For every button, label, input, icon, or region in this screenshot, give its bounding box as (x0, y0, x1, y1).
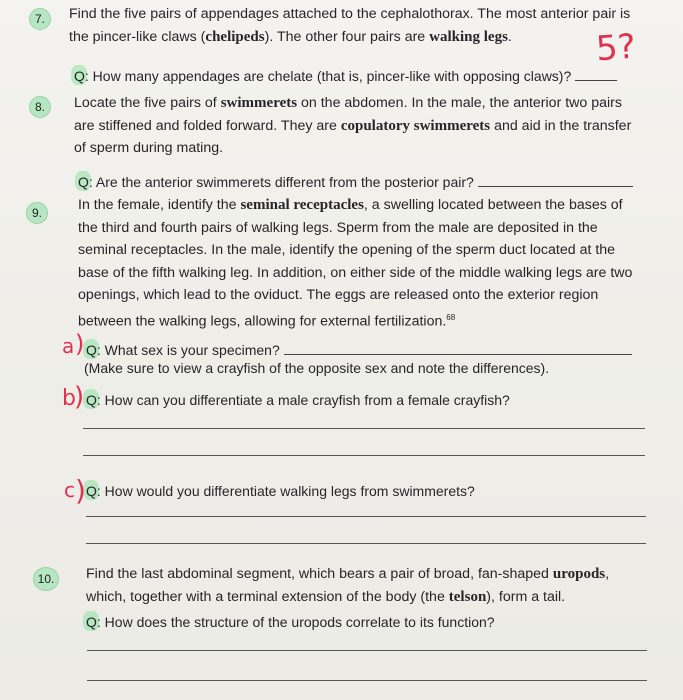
answer-line-9c-1[interactable] (86, 516, 646, 517)
handwritten-label-a: a (62, 334, 75, 358)
term: walking legs (429, 28, 508, 45)
term: telson (448, 588, 487, 605)
question-8 (78, 172, 633, 192)
text: ). The other four pairs are (264, 28, 430, 45)
answer-line-10-2[interactable] (87, 680, 647, 681)
text: , which, together with a terminal extension of the body (the (86, 566, 610, 605)
paragraph-7 (69, 3, 644, 48)
question-marker: Q: (86, 342, 101, 358)
text: Find the last abdominal segment, which bears a pair of broad, fan-shaped (86, 566, 553, 582)
paragraph-8 (74, 92, 646, 160)
question-text: How can you differentiate a male crayfish from a female crayfish? (104, 392, 510, 408)
question-9b (86, 390, 510, 410)
item-number-8 (29, 96, 51, 118)
number-text: 8. (34, 100, 45, 114)
question-marker: Q: (86, 392, 101, 408)
answer-line-9b-1[interactable] (83, 428, 645, 429)
text: Find the five pairs of appendages attached to the cephalothorax. The most anterior pair is the pincer-like claws ( (69, 6, 631, 45)
answer-line[interactable] (575, 79, 617, 81)
text: ), form a tail. (486, 588, 566, 605)
paragraph-9 (78, 194, 646, 333)
question-text: What sex is your specimen? (104, 342, 280, 358)
answer-line-9c-2[interactable] (86, 543, 646, 544)
handwritten-label-b: b (62, 386, 76, 411)
answer-line[interactable] (478, 185, 633, 187)
text: In the female, identify the (78, 197, 241, 213)
number-text: 7. (34, 12, 45, 26)
paragraph-10 (86, 563, 631, 608)
question-7 (74, 66, 617, 86)
text: and aid in the transfer of sperm during mating. (74, 117, 632, 156)
question-marker: Q: (74, 68, 89, 84)
question-9a (86, 340, 632, 360)
question-marker: Q: (86, 614, 101, 630)
answer-line[interactable] (284, 353, 632, 355)
item-number-9 (26, 202, 48, 224)
footnote-ref: 68 (446, 312, 456, 322)
term: uropods (552, 566, 606, 582)
term: seminal receptacles (240, 197, 364, 213)
term: swimmerets (220, 95, 298, 111)
term: chelipeds (205, 28, 265, 45)
question-text: How does the structure of the uropods correlate to its function? (104, 614, 495, 630)
text: , a swelling located between the bases of the third and fourth pairs of walking legs. Sperm from the male are deposited in the seminal receptacles. In the male, identify the opening of the sperm duct located at the base of the fifth walking leg. In addition, on either side of the middle walking legs are two openings, which lead to the oviduct. The eggs are released onto the exterior region between the walking legs, allowing for external fertilization. (78, 197, 633, 330)
answer-line-9b-2[interactable] (83, 455, 645, 456)
answer-line-10-1[interactable] (87, 650, 647, 651)
term: copulatory swimmerets (340, 117, 491, 134)
item-number-10 (33, 567, 59, 591)
handwritten-answer-7: 5? (594, 26, 638, 70)
question-text: Are the anterior swimmerets different from the posterior pair? (95, 174, 474, 190)
bracket-mark-a: ) (75, 330, 85, 358)
question-marker: Q: (78, 174, 93, 190)
text: on the abdomen. In the male, the anterior two pairs are stiffened and folded forward. They are (74, 95, 623, 134)
bracket-mark-c: ) (75, 474, 86, 507)
question-text: How would you differentiate walking legs from swimmerets? (104, 483, 475, 499)
text: . (507, 28, 512, 45)
question-marker: Q: (86, 483, 101, 499)
question-10 (86, 612, 495, 632)
text: Locate the five pairs of (74, 95, 221, 111)
question-9a-note: (Make sure to view a crayfish of the opposite sex and note the differences). (84, 360, 550, 376)
item-number-7 (29, 8, 51, 30)
number-text: 10. (37, 572, 55, 586)
question-9c (86, 481, 475, 501)
question-text: How many appendages are chelate (that is, pincer-like with opposing claws)? (92, 68, 572, 84)
handwritten-label-c: c (64, 478, 75, 502)
number-text: 9. (31, 206, 42, 220)
bracket-mark-b: ) (74, 382, 85, 412)
